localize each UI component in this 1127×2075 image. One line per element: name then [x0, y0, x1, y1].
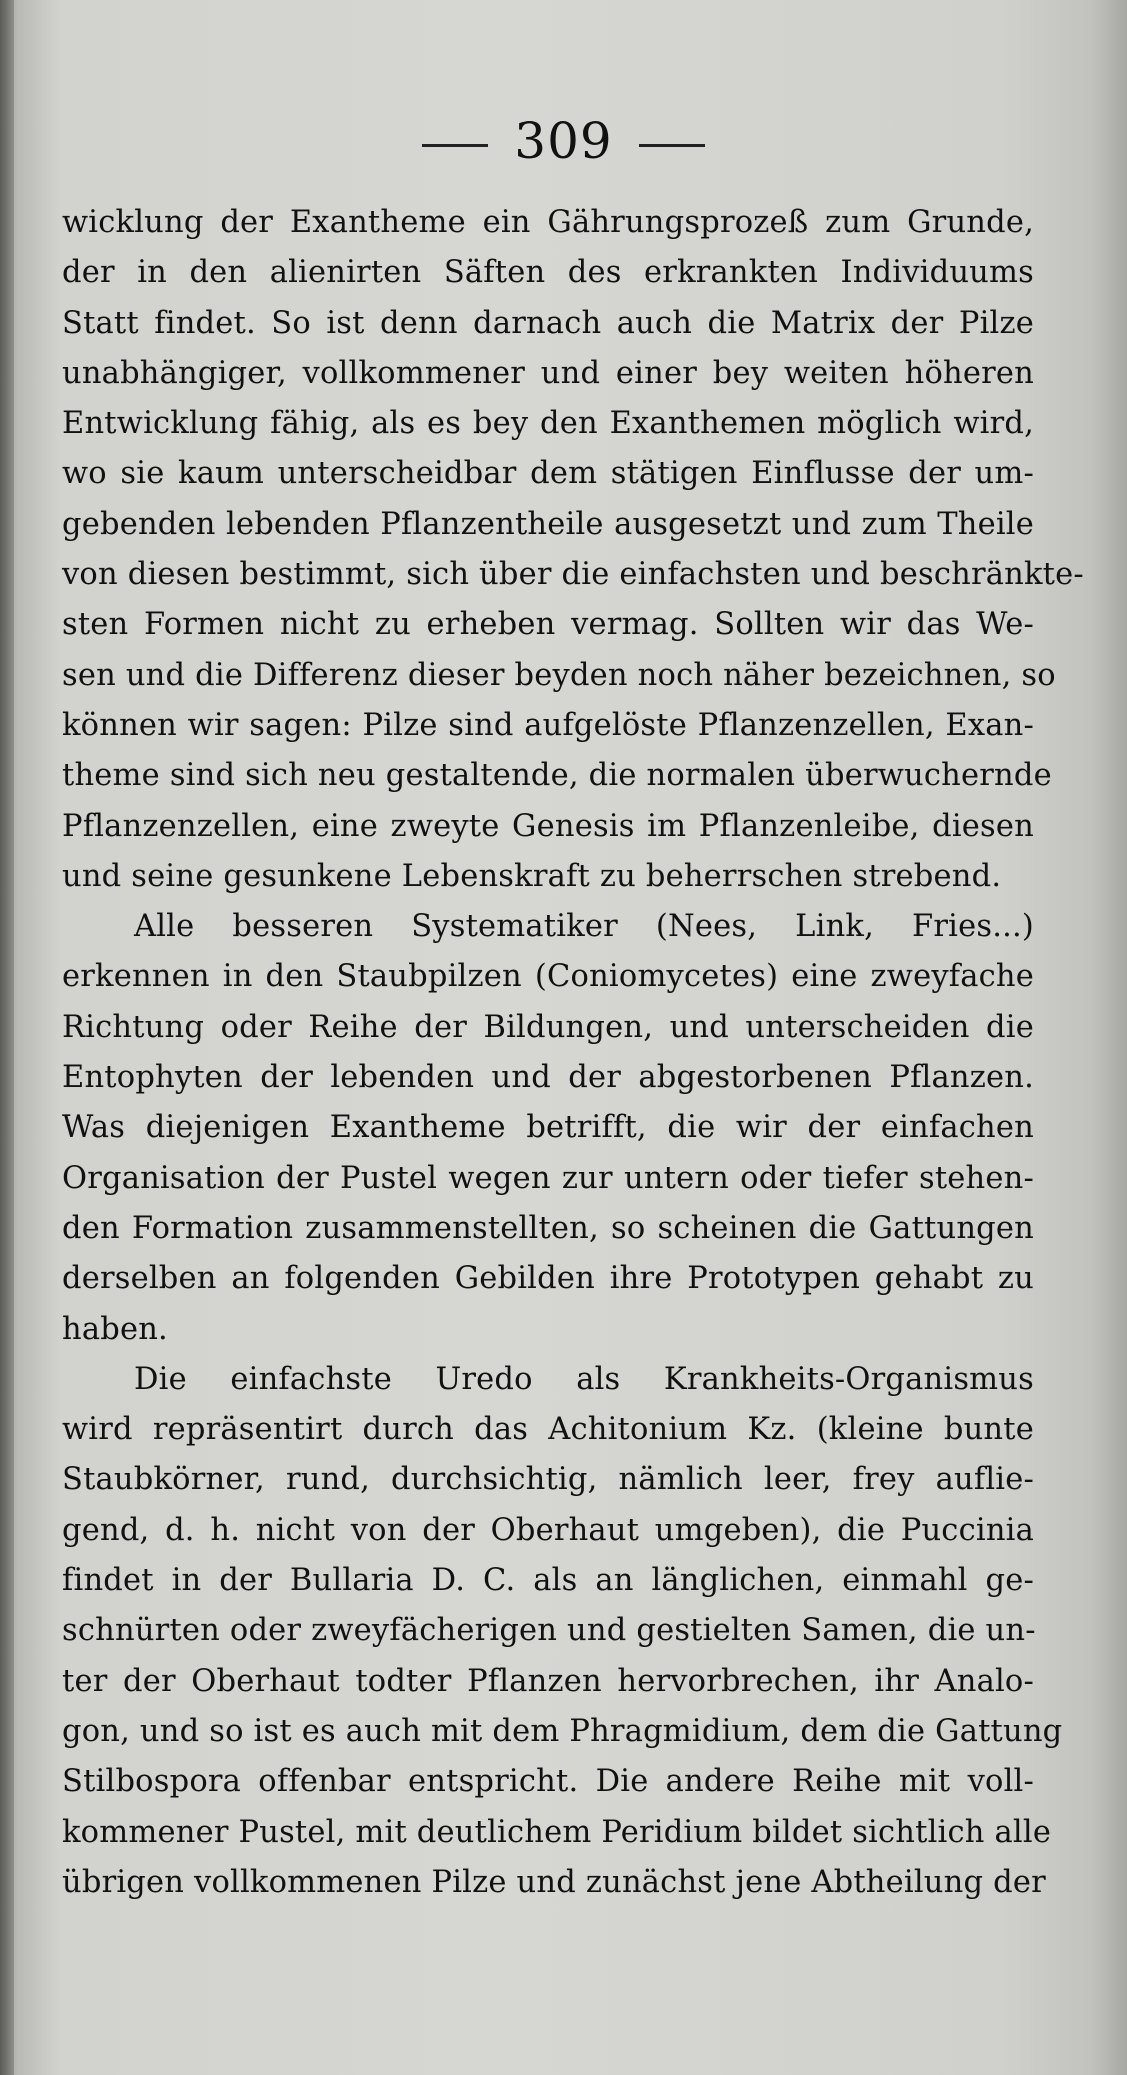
text-line: von diesen bestimmt, sich über die einfachsten und beschränkte- [62, 557, 1084, 593]
text-line: haben. [62, 1311, 168, 1347]
paragraph-2 [62, 902, 1034, 1355]
text-line: theme sind sich neu gestaltende, die normalen überwuchernde [62, 758, 1052, 794]
text-line: unabhängiger, vollkommener und einer bey weiten höheren [62, 355, 1034, 391]
text-line: Stilbospora offenbar entspricht. Die andere Reihe mit voll- [62, 1764, 1034, 1800]
text-line: schnürten oder zweyfächerigen und gestielten Samen, die un- [62, 1613, 1036, 1649]
text-line: wicklung der Exantheme ein Gährungsprozeß zum Grunde, [62, 205, 1034, 240]
text-line: Was diejenigen Exantheme betrifft, die wir der einfachen [62, 1110, 1034, 1146]
text-line: Entwicklung fähig, als es bey den Exanthemen möglich wird, [62, 406, 1034, 442]
paragraph-1 [62, 198, 1084, 902]
body-text [62, 198, 1084, 1908]
text-line: Pflanzenzellen, eine zweyte Genesis im Pflanzenleibe, diesen [62, 808, 1034, 844]
text-line: kommener Pustel, mit deutlichem Peridium bildet sichtlich alle [62, 1814, 1052, 1850]
text-line: wird repräsentirt durch das Achitonium Kz. (kleine bunte [62, 1412, 1034, 1448]
text-line: gon, und so ist es auch mit dem Phragmidium, dem die Gattung [62, 1713, 1063, 1749]
text-line: der in den alienirten Säften des erkrankten Individuums [62, 255, 1034, 291]
text-line: Organisation der Pustel wegen zur untern oder tiefer stehen- [62, 1160, 1034, 1196]
page-header [0, 112, 1127, 170]
paragraph-3 [62, 1355, 1063, 1908]
text-line: erkennen in den Staubpilzen (Coniomycetes) eine zweyfache [62, 959, 1034, 995]
header-dash-left [422, 144, 488, 147]
text-line: derselben an folgenden Gebilden ihre Prototypen gehabt zu [62, 1261, 1034, 1297]
text-line: und seine gesunkene Lebenskraft zu beherrschen strebend. [62, 858, 1002, 894]
text-line: ter der Oberhaut todter Pflanzen hervorbrechen, ihr Analo- [62, 1663, 1034, 1699]
text-line: Richtung oder Reihe der Bildungen, und unterscheiden die [62, 1009, 1034, 1045]
text-line: Die einfachste Uredo als Krankheits-Organismus [134, 1361, 1034, 1397]
header-dash-right [639, 144, 705, 147]
text-line: Entophyten der lebenden und der abgestorbenen Pflanzen. [62, 1060, 1034, 1096]
text-line: können wir sagen: Pilze sind aufgelöste Pflanzenzellen, Exan- [62, 707, 1034, 743]
text-line: wo sie kaum unterscheidbar dem stätigen Einflusse der um- [62, 456, 1034, 492]
text-line: gebenden lebenden Pflanzentheile ausgesetzt und zum Theile [62, 506, 1034, 542]
text-line: Alle besseren Systematiker (Nees, Link, Fries...) [134, 909, 1034, 945]
text-line: übrigen vollkommenen Pilze und zunächst jene Abtheilung der [62, 1864, 1046, 1900]
text-line: sten Formen nicht zu erheben vermag. Sollten wir das We- [62, 607, 1034, 643]
text-line: Statt findet. So ist denn darnach auch die Matrix der Pilze [62, 305, 1034, 341]
text-line: gend, d. h. nicht von der Oberhaut umgeben), die Puccinia [62, 1512, 1034, 1548]
page-number: 309 [514, 112, 613, 170]
text-line: den Formation zusammenstellten, so scheinen die Gattungen [62, 1210, 1034, 1246]
text-line: findet in der Bullaria D. C. als an länglichen, einmahl ge- [62, 1563, 1034, 1599]
text-line: sen und die Differenz dieser beyden noch näher bezeichnen, so [62, 657, 1056, 693]
text-line: Staubkörner, rund, durchsichtig, nämlich leer, frey auflie- [62, 1462, 1034, 1498]
